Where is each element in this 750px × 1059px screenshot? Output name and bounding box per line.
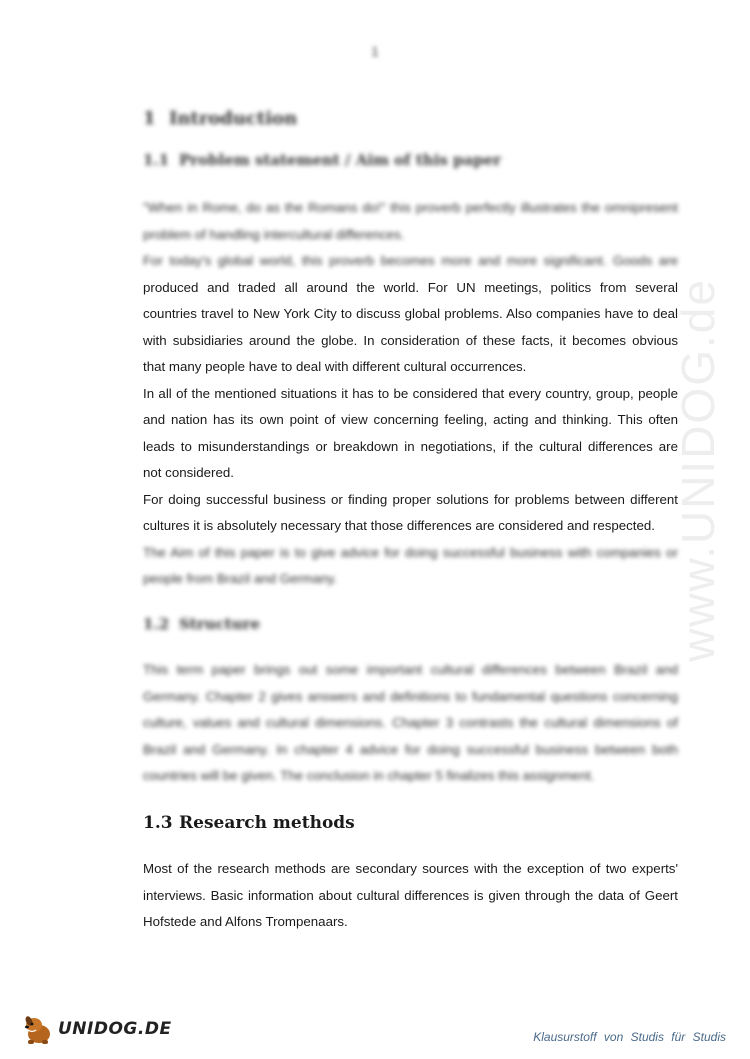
text-line: For today's global world, this proverb becomes more and more significant. Goods are (143, 253, 678, 268)
text-line: culture, values and cultural dimensions. Chapter 3 contrasts the cultural dimensions of (143, 715, 678, 730)
text-line: For doing successful business or finding proper solutions for problems between different (143, 491, 678, 507)
text-line: Most of the research methods are secondary sources with the exception of two experts' (143, 861, 678, 876)
text-line: countries will be given. The conclusion in chapter 5 finalizes this assignment. (143, 768, 595, 783)
text-line: In all of the mentioned situations it has to be considered that every country, group, people (143, 385, 678, 401)
chapter-title: Introduction (169, 108, 298, 129)
text-line: This term paper brings out some important cultural differences between Brazil and (143, 662, 678, 677)
text-line: countries travel to New York City to discuss global problems. Also companies have to deal (143, 306, 678, 321)
section-1-1-body (143, 195, 678, 593)
chapter-heading (143, 108, 297, 129)
dog-mascot-icon (22, 1012, 56, 1046)
text-line: problem of handling intercultural differences. (143, 226, 405, 242)
text-line: Hofstede and Alfons Trompenaars. (143, 914, 348, 929)
text-line: with subsidiaries around the globe. In consideration of these facts, it becomes obvious (143, 332, 678, 348)
section-number: 1.1 (143, 151, 170, 169)
text-line: and nation has its own point of view concerning feeling, acting and thinking. This often (143, 412, 678, 427)
text-line: that many people have to deal with different cultural occurrences. (143, 359, 527, 374)
logo-text: UNIDOG.DE (58, 1019, 172, 1039)
text-line: "When in Rome, do as the Romans do!" this proverb perfectly illustrates the omnipresent (143, 200, 678, 215)
section-1-2-body (143, 657, 678, 790)
section-number: 1.2 (143, 615, 170, 633)
footer-tagline: Klausurstoff von Studis für Studis (533, 1030, 726, 1044)
text-line: not considered. (143, 465, 234, 480)
text-line: people from Brazil and Germany. (143, 571, 338, 586)
text-line: produced and traded all around the world. For UN meetings, politics from several (143, 279, 678, 295)
section-title: Research methods (179, 813, 355, 833)
section-number: 1.3 (143, 813, 173, 833)
text-line: leads to misunderstandings or breakdown in negotiations, if the cultural differences are (143, 438, 678, 454)
text-line: Germany. Chapter 2 gives answers and definitions to fundamental questions concerning (143, 688, 678, 704)
chapter-number: 1 (143, 108, 156, 129)
text-line: cultures it is absolutely necessary that those differences are considered and respected. (143, 518, 655, 533)
section-title: Problem statement / Aim of this paper (179, 151, 502, 169)
text-line: interviews. Basic information about cultural differences is given through the data of Geert (143, 887, 678, 903)
section-heading-1-2 (143, 615, 260, 633)
page-number: 1 (371, 44, 379, 59)
unidog-logo[interactable] (22, 1012, 172, 1046)
text-line: The Aim of this paper is to give advice for doing successful business with companies or (143, 544, 678, 560)
section-heading-1-1 (143, 151, 501, 169)
section-1-3-body (143, 856, 678, 936)
text-line: Brazil and Germany. In chapter 4 advice for doing successful business between both (143, 741, 678, 757)
section-title: Structure (179, 615, 260, 633)
section-heading-1-3 (143, 813, 355, 833)
watermark: www.UNIDOG.de (672, 278, 724, 662)
